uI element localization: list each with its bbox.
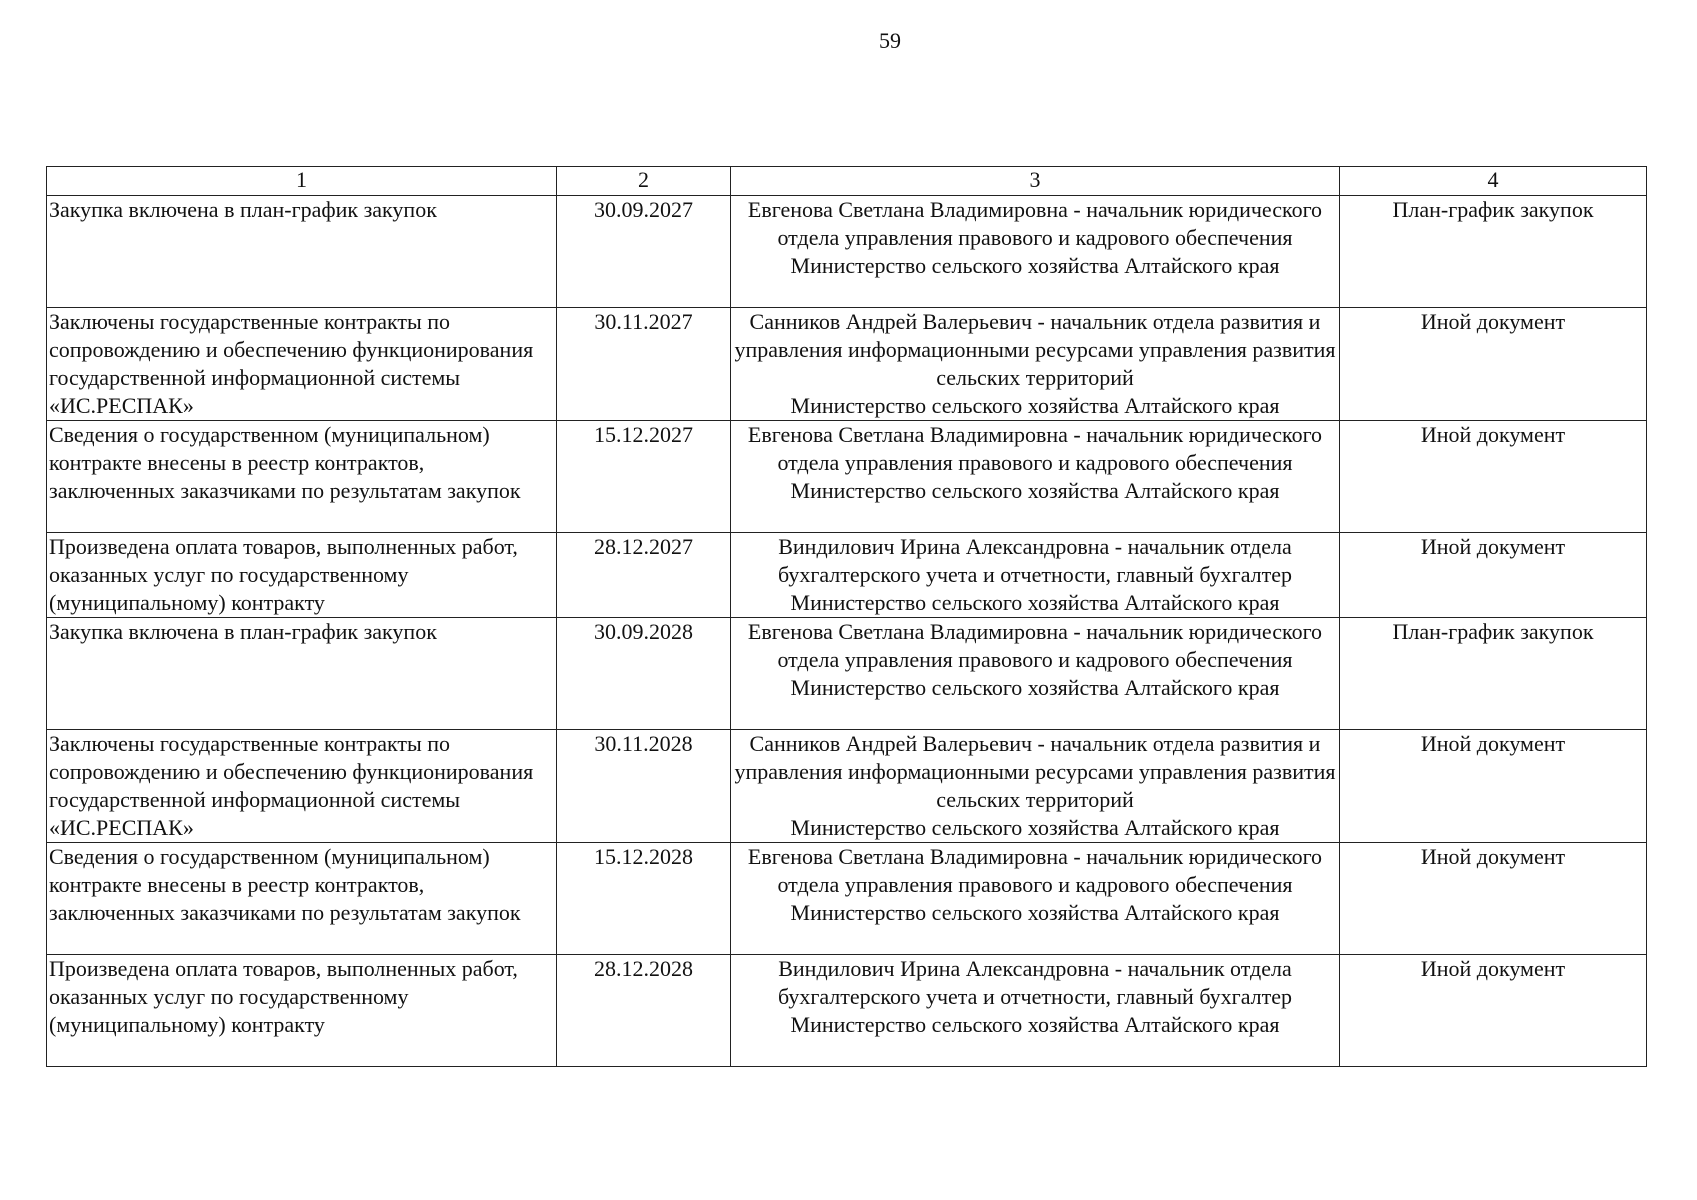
event-cell: Закупка включена в план-график закупок: [47, 618, 557, 730]
column-header: 1: [47, 167, 557, 196]
responsible-cell: [731, 308, 1340, 421]
document-cell: Иной документ: [1340, 730, 1647, 843]
event-cell: Произведена оплата товаров, выполненных работ, оказанных услуг по государственному (муниципальному) контракту: [47, 955, 557, 1067]
date-cell: 28.12.2027: [557, 533, 731, 618]
document-cell: План-график закупок: [1340, 618, 1647, 730]
event-cell: Произведена оплата товаров, выполненных работ, оказанных услуг по государственному (муниципальному) контракту: [47, 533, 557, 618]
table-row: [47, 955, 1647, 1067]
ministry-name: Министерство сельского хозяйства Алтайского края: [790, 675, 1280, 700]
document-cell: Иной документ: [1340, 955, 1647, 1067]
responsible-cell: [731, 618, 1340, 730]
date-cell: 15.12.2027: [557, 421, 731, 533]
responsible-person: Санников Андрей Валерьевич - начальник отдела развития и управления информационными ресурсами управления развития сельских территорий: [734, 731, 1336, 812]
responsible-cell: [731, 421, 1340, 533]
responsible-cell: [731, 843, 1340, 955]
table-row: [47, 421, 1647, 533]
column-header: 2: [557, 167, 731, 196]
table-row: [47, 533, 1647, 618]
document-cell: План-график закупок: [1340, 196, 1647, 308]
date-cell: 28.12.2028: [557, 955, 731, 1067]
responsible-person: Санников Андрей Валерьевич - начальник отдела развития и управления информационными ресурсами управления развития сельских территорий: [734, 309, 1336, 390]
event-cell: Заключены государственные контракты по сопровождению и обеспечению функционирования государственной информационной системы «ИС.РЕСПАК»: [47, 730, 557, 843]
date-cell: 30.11.2027: [557, 308, 731, 421]
date-cell: 15.12.2028: [557, 843, 731, 955]
responsible-person: Евгенова Светлана Владимировна - начальник юридического отдела управления правового и кадрового обеспечения: [747, 422, 1323, 475]
table-row: [47, 618, 1647, 730]
responsible-cell: [731, 955, 1340, 1067]
date-cell: 30.09.2027: [557, 196, 731, 308]
responsible-person: Евгенова Светлана Владимировна - начальник юридического отдела управления правового и кадрового обеспечения: [747, 619, 1323, 672]
table-row: [47, 843, 1647, 955]
table-row: [47, 308, 1647, 421]
ministry-name: Министерство сельского хозяйства Алтайского края: [790, 478, 1280, 503]
ministry-name: Министерство сельского хозяйства Алтайского края: [790, 815, 1280, 840]
responsible-person: Евгенова Светлана Владимировна - начальник юридического отдела управления правового и кадрового обеспечения: [747, 844, 1323, 897]
page-number: 59: [879, 28, 901, 53]
ministry-name: Министерство сельского хозяйства Алтайского края: [790, 590, 1280, 615]
responsible-cell: [731, 533, 1340, 618]
document-cell: Иной документ: [1340, 308, 1647, 421]
ministry-name: Министерство сельского хозяйства Алтайского края: [790, 1012, 1280, 1037]
event-cell: Сведения о государственном (муниципальном) контракте внесены в реестр контрактов, заключенных заказчиками по результатам закупок: [47, 421, 557, 533]
event-cell: Сведения о государственном (муниципальном) контракте внесены в реестр контрактов, заключенных заказчиками по результатам закупок: [47, 843, 557, 955]
events-table: [46, 166, 1647, 1067]
table-row: [47, 730, 1647, 843]
responsible-person: Евгенова Светлана Владимировна - начальник юридического отдела управления правового и кадрового обеспечения: [747, 197, 1323, 250]
table-header-row: [47, 167, 1647, 196]
ministry-name: Министерство сельского хозяйства Алтайского края: [790, 253, 1280, 278]
column-header: 4: [1340, 167, 1647, 196]
date-cell: 30.11.2028: [557, 730, 731, 843]
responsible-person: Виндилович Ирина Александровна - начальник отдела бухгалтерского учета и отчетности, главный бухгалтер: [777, 534, 1293, 587]
event-cell: Закупка включена в план-график закупок: [47, 196, 557, 308]
responsible-cell: [731, 196, 1340, 308]
responsible-cell: [731, 730, 1340, 843]
ministry-name: Министерство сельского хозяйства Алтайского края: [790, 393, 1280, 418]
document-cell: Иной документ: [1340, 421, 1647, 533]
responsible-person: Виндилович Ирина Александровна - начальник отдела бухгалтерского учета и отчетности, главный бухгалтер: [777, 956, 1293, 1009]
column-header: 3: [731, 167, 1340, 196]
event-cell: Заключены государственные контракты по сопровождению и обеспечению функционирования государственной информационной системы «ИС.РЕСПАК»: [47, 308, 557, 421]
date-cell: 30.09.2028: [557, 618, 731, 730]
document-cell: Иной документ: [1340, 843, 1647, 955]
document-cell: Иной документ: [1340, 533, 1647, 618]
ministry-name: Министерство сельского хозяйства Алтайского края: [790, 900, 1280, 925]
table-row: [47, 196, 1647, 308]
